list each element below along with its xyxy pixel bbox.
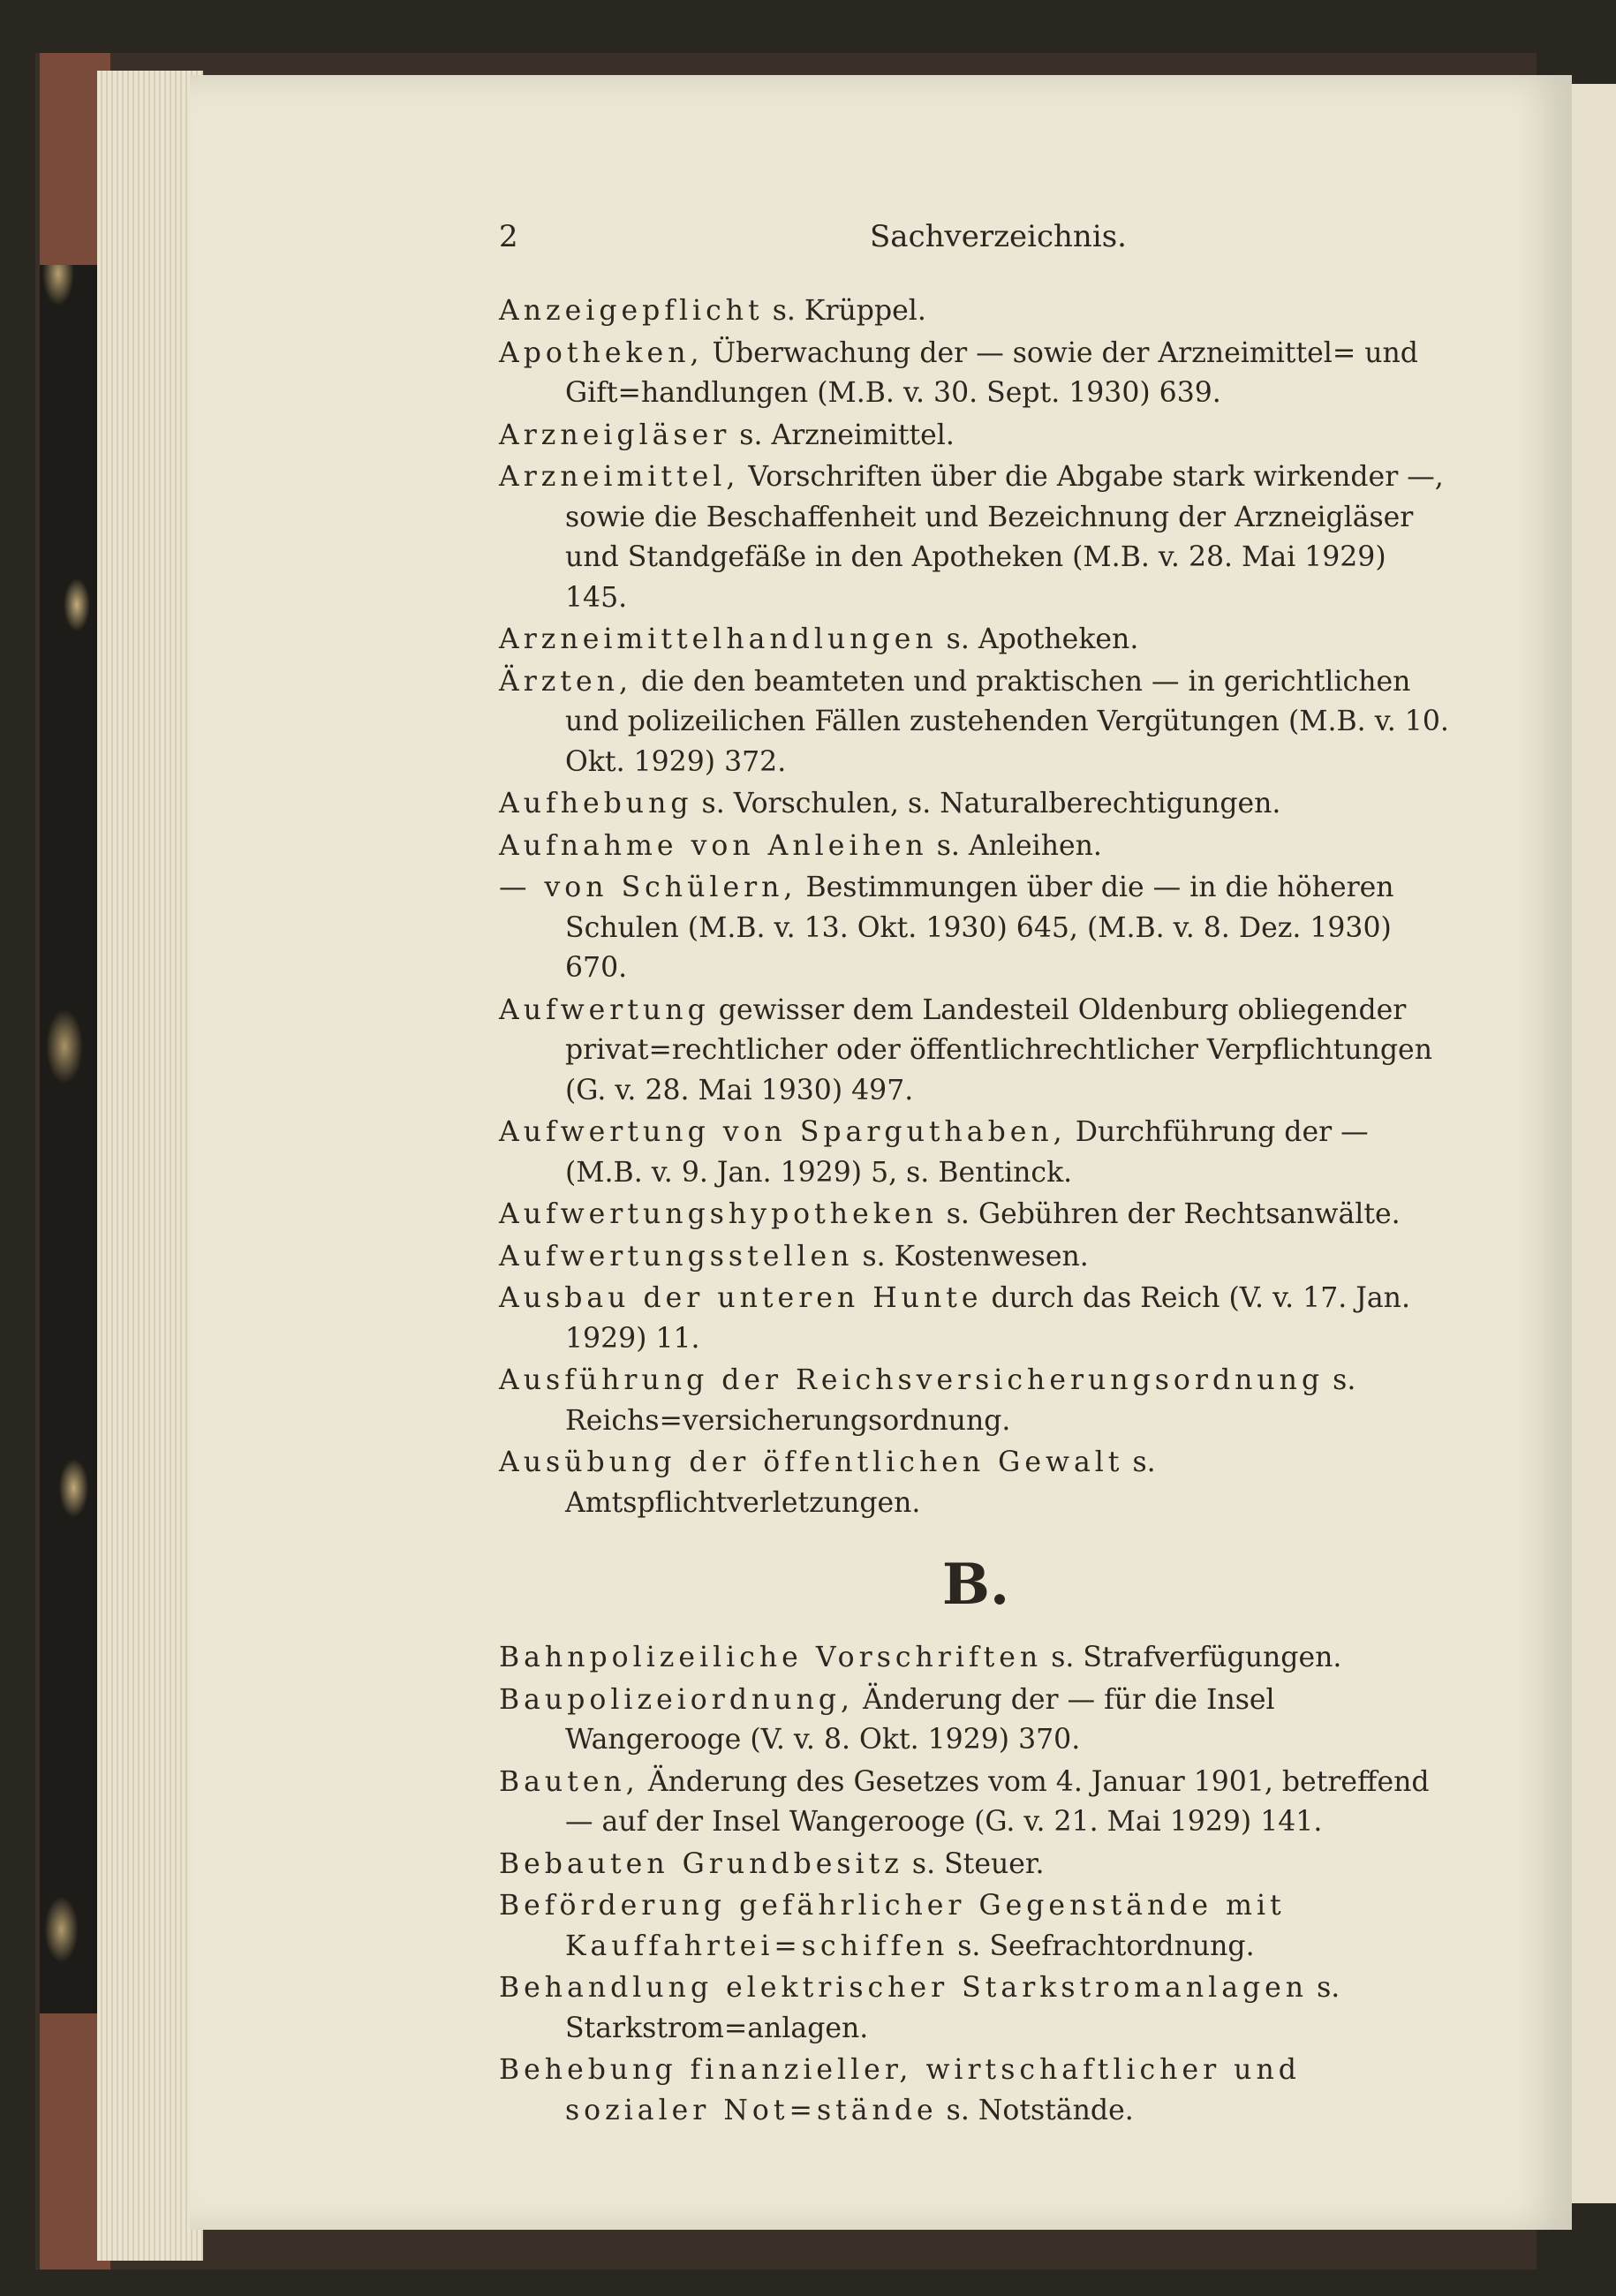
entry-text: durch das Reich (V. v. 17. Jan. 1929) 11. (565, 1282, 1410, 1355)
index-entry (499, 1113, 1453, 1193)
entries-section-b (499, 1638, 1453, 2131)
index-entry (499, 1361, 1453, 1441)
entry-text: s. Notstände. (937, 2094, 1134, 2126)
entry-text: s. Starkstrom=anlagen. (565, 1972, 1340, 2044)
entry-keyword: Aufwertungshypotheken (499, 1198, 938, 1230)
entry-text: Änderung des Gesetzes vom 4. Januar 1901, betreffend — auf der Insel Wangerooge (G. v. 21. Mai 1929) 141. (565, 1765, 1430, 1838)
entry-keyword: Aufwertungsstellen (499, 1240, 854, 1273)
entry-keyword: — von Schülern, (499, 872, 797, 903)
index-entry (499, 416, 1453, 457)
index-entries (499, 291, 1453, 2133)
entry-keyword: Arzneigläser (499, 419, 731, 451)
entry-text: s. Anleihen. (927, 829, 1102, 862)
index-entry (499, 291, 1453, 332)
entry-keyword: Arzneimittelhandlungen (499, 623, 938, 655)
entry-text: s. Amtspflichtverletzungen. (565, 1446, 1156, 1519)
index-entry (499, 1195, 1453, 1235)
index-entry (499, 1763, 1453, 1843)
entry-keyword: Ausbau der unteren Hunte (499, 1282, 983, 1314)
entry-keyword: Behandlung elektrischer Starkstromanlagen (499, 1972, 1309, 2004)
entry-text: s. Strafverfügungen. (1042, 1642, 1342, 1673)
index-entry (499, 784, 1453, 825)
page-number: 2 (499, 219, 518, 254)
entry-keyword: Aufnahme von Anleihen (499, 829, 928, 862)
entry-text: die den beamteten und praktischen — in gerichtlichen und polizeilichen Fällen zustehenden Vergütungen (M.B. v. 10. Okt. 1929) 372. (565, 665, 1449, 778)
index-entry (499, 1886, 1453, 1967)
section-letter-b: B. (941, 1552, 1010, 1618)
entry-keyword: Aufhebung (499, 788, 693, 819)
index-entry (499, 662, 1453, 783)
entry-text: s. Reichs=versicherungsordnung. (565, 1364, 1356, 1437)
entry-keyword: Behebung finanzieller, wirtschaftlicher und sozialer Not=stände (499, 2054, 1301, 2126)
entry-text: s. Apotheken. (937, 623, 1139, 655)
entry-keyword: Aufwertung von Sparguthaben, (499, 1116, 1067, 1148)
entry-keyword: Baupolizeiordnung, (499, 1683, 855, 1716)
index-entry (499, 1237, 1453, 1278)
index-entry (499, 2051, 1453, 2131)
index-entry (499, 1845, 1453, 1885)
entry-keyword: Aufwertung (499, 993, 710, 1026)
entry-keyword: Ausübung der öffentlichen Gewalt (499, 1446, 1124, 1478)
entry-text: s. Arzneimittel. (730, 419, 955, 451)
entry-keyword: Bahnpolizeiliche Vorschriften (499, 1642, 1043, 1673)
index-entry (499, 991, 1453, 1112)
entry-text: Überwachung der — sowie der Arzneimittel= und Gift=handlungen (M.B. v. 30. Sept. 1930) 639. (565, 336, 1418, 409)
index-entry (499, 1443, 1453, 1523)
running-title: Sachverzeichnis. (870, 219, 1127, 254)
entry-keyword: Ausführung der Reichsversicherungsordnung (499, 1364, 1325, 1396)
facing-page-edge (1572, 84, 1616, 2203)
entry-keyword: Beförderung gefährlicher Gegenstände mit Kauffahrtei=schiffen (499, 1890, 1286, 1962)
entries-section-a (499, 291, 1453, 1523)
entry-keyword: Anzeigepflicht (499, 295, 764, 327)
entry-keyword: Ärzten, (499, 665, 633, 698)
index-entry (499, 457, 1453, 618)
entry-text: s. Steuer. (902, 1847, 1045, 1880)
entry-text: s. Krüppel. (763, 295, 926, 327)
index-entry (499, 334, 1453, 414)
marbled-binding (40, 53, 102, 2261)
entry-text: Vorschriften über die Abgabe stark wirkender —, sowie die Beschaffenheit und Bezeichnung der Arzneigläser und Standgefäße in den Apotheken (M.B. v. 28. Mai 1929) 145. (565, 461, 1444, 614)
index-entry (499, 1279, 1453, 1359)
entry-text: s. Kostenwesen. (853, 1240, 1089, 1273)
index-entry (499, 827, 1453, 867)
entry-text: s. Vorschulen, s. Naturalberechtigungen. (692, 788, 1281, 819)
entry-text: Durchführung der — (M.B. v. 9. Jan. 1929) 5, s. Bentinck. (565, 1116, 1369, 1189)
entry-text: Bestimmungen über die — in die höheren Schulen (M.B. v. 13. Okt. 1930) 645, (M.B. v. 8. Dez. 1930) 670. (565, 872, 1394, 984)
index-entry (499, 1638, 1453, 1679)
index-entry (499, 1968, 1453, 2049)
page-edges (97, 71, 203, 2261)
index-entry (499, 1680, 1453, 1761)
entry-keyword: Bebauten Grundbesitz (499, 1847, 903, 1880)
entry-keyword: Bauten, (499, 1765, 639, 1798)
entry-keyword: Arzneimittel, (499, 461, 740, 493)
index-entry (499, 620, 1453, 661)
entry-keyword: Apotheken, (499, 336, 704, 369)
entry-text: gewisser dem Landesteil Oldenburg obliegender privat=rechtlicher oder öffentlichrechtlicher Verpflichtungen (G. v. 28. Mai 1930) 497. (565, 993, 1432, 1106)
entry-text: s. Gebühren der Rechtsanwälte. (937, 1198, 1401, 1230)
entry-text: s. Seefrachtordnung. (948, 1930, 1255, 1962)
index-entry (499, 868, 1453, 989)
page-header (499, 219, 1435, 263)
entry-text: Änderung der — für die Insel Wangerooge (V. v. 8. Okt. 1929) 370. (565, 1683, 1275, 1756)
